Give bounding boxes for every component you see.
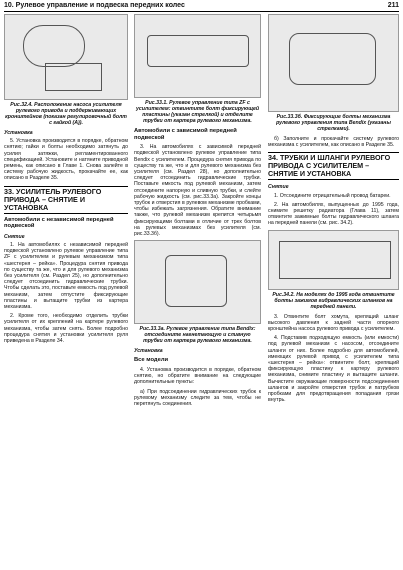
paragraph: 4. Подставив подходящую емкость (или емкости) под рулевой механизм с насосом, отсоедините шланги от них. Более подробно для автомобилей, имеющих рулевой привод с усилителем типа «шестерня – рейка»: отвинтите болт, крепящий фиксирующую пластину к картеру рулевого механизма, снимите пластину и вытащите шланги. Вычистите окружающие поверхности подсоединения шлангов и закройте отверстия трубок и патрубков пробками для предотвращения попадания грязи внутрь.	[268, 335, 399, 404]
subsection-heading: Автомобили с зависимой передней подвеской	[134, 128, 237, 141]
paragraph: 3. Отвинтите болт хомута, крепящий шланг высокого давления к задней части опорного кронштейна насоса рулевого привода с усилителем.	[268, 313, 399, 333]
paragraph: 3. На автомобилях с зависимой передней подвеской установлено рулевое управление типа Bendix с усилителем. Процедура снятия привода по существу та же, что и для рулевого механизма без усилителя (см. Раздел 28), но дополнительно следует отсоединить гидравлические трубки. Поставьте емкость под рулевой механизм, затем отсоедините напорную и сливную трубки, и слейте рабочую жидкость (см. рис.33.3а). Закройте концы трубок и отверстия в рулевом механизме пробками, чтобы избежать загрязнения. Обратите внимание также, что рулевой механизм крепится четырьмя фиксирующими болтами в отличие от трех болтов на рулевых механизмах без усилителя (см. рис.33.3б).	[134, 144, 261, 238]
paragraph: б) Заполните и прокачайте систему рулевого механизма с усилителем, как описано в Разделе 35.	[268, 136, 399, 149]
paragraph: 1. На автомобилях с независимой передней подвеской установлено рулевое управление типа ZF с усилителем и рулевым механизмом типа «шестерня – рейка». Процедура снятия привода по существу та же, что и для рулевого механизма без усилителя (см. Раздел 25), но дополнительно следует отсоединить гидравлические трубки. Чтобы сделать это, поставьте емкость под рулевой механизм, затем отпустите фиксирующие пластины и вытащите трубки из картера механизма.	[4, 242, 128, 311]
figure-33-1	[134, 14, 261, 98]
column-left	[4, 14, 128, 347]
paragraph: 4. Установка производится в порядке, обратном снятию, но обратите внимание на следующие дополнительные пункты:	[134, 367, 261, 386]
section-heading: 33. УСИЛИТЕЛЬ РУЛЕВОГО ПРИВОДА – СНЯТИЕ И УСТАНОВКА	[4, 186, 128, 214]
figure-caption: Рис.33.1. Рулевое управление типа ZF с усилителем: отвинтите болт фиксирующей пластины (указан стрелкой) и отделите трубки от картера рулевого механизма.	[135, 100, 260, 124]
running-title: 10. Рулевое управление и подвеска передних колес	[4, 2, 185, 9]
column-middle	[134, 14, 261, 410]
paragraph: 1. Отсоедините отрицательный провод батареи.	[274, 192, 391, 199]
subheading: Установка	[4, 130, 33, 136]
bendix-drawing	[165, 255, 227, 307]
figure-33-3a	[134, 240, 261, 324]
subsection-heading: Все модели	[134, 357, 169, 364]
figure-caption: Рис.32.4. Расположение насоса усилителя рулевого привода и поддерживающих кронштейнов (показан регулировочный болт с гайкой (А)).	[5, 102, 127, 126]
figure-33-3b	[268, 14, 399, 112]
figure-caption: Рис.34.2. На моделях до 1995 года отвинтите болты зажимов гидравлических шлангов на передней панели.	[272, 291, 395, 310]
steering-rack-drawing	[147, 35, 249, 67]
paragraph: 5. Установка производится в порядке, обратном снятию; гайки и болты необходимо затянуть до усилия затяжки, регламентированного спецификацией. Установите и натяните приводной ремень, как описано в Главе 1. Снова залейте в систему рабочую жидкость, прокачайте ее, как описано в Разделе 35.	[4, 138, 128, 182]
subheading: Снятие	[268, 184, 289, 191]
section-heading: 34. ТРУБКИ И ШЛАНГИ РУЛЕВОГО ПРИВОДА С УСИЛИТЕЛЕМ – СНЯТИЕ И УСТАНОВКА	[268, 152, 399, 180]
page-number: 211	[387, 2, 399, 9]
subheading: Установка	[134, 348, 163, 355]
column-right	[268, 14, 399, 406]
figure-34-2	[268, 230, 399, 290]
paragraph: 2. Кроме того, необходимо отделить трубки усилителя от их креплений на картере рулевого механизма, чтобы затем снять. Более подробно процедура снятия и установки усилителя руля приведена в Разделе 34.	[4, 313, 128, 345]
paragraph: а) При подсоединении гидравлических трубок к рулевому механизму следите за тем, чтобы не перетянуть соединения.	[134, 388, 261, 408]
mounting-bolts-drawing	[289, 33, 376, 85]
subheading: Снятие	[4, 233, 25, 240]
paragraph: 2. На автомобилях, выпущенных до 1995 года, снимите решетку радиатора (Глава 11), затем отвинтите зажимные болты гидравлического шланга на передней панели (см. рис. 34.2).	[268, 201, 399, 227]
figure-caption: Рис.33.3а. Рулевое управление типа Bendix: отсоедините нагнетающую и сливную трубки от картера рулевого механизма.	[139, 326, 256, 345]
bracket-drawing	[45, 63, 102, 91]
pump-drawing	[23, 25, 85, 67]
figure-32-4	[4, 14, 128, 100]
page-header	[4, 2, 399, 12]
front-panel-drawing	[279, 241, 391, 279]
subsection-heading: Автомобили с независимой передней подвеской	[4, 216, 114, 230]
figure-caption: Рис.33.3б. Фиксирующие болты механизма рулевого управления типа Bendix (указаны стрелками).	[276, 114, 391, 132]
